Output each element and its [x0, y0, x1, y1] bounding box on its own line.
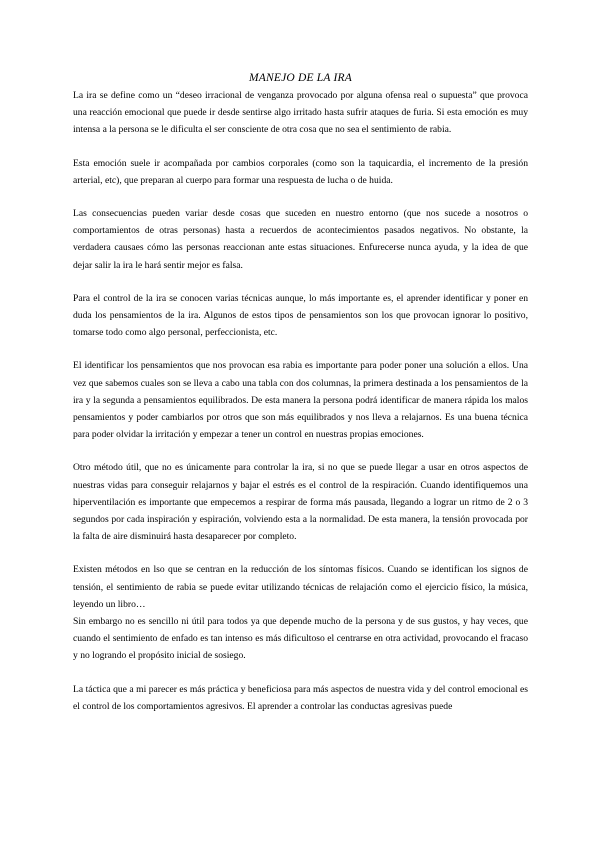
paragraph-consequences: Las consecuencias pueden variar desde cosas que suceden en nuestro entorno (que nos sucede a nosotros o comportamientos de otras personas) hasta a recuerdos de acontecimientos pasados negativos. No obstante, la verdadera causaes cómo las personas reaccionan ante estas situaciones. Enfurecerse nunca ayuda, y la idea de que dejar salir la ira le hará sentir mejor es falsa.	[73, 208, 528, 271]
paragraph-limitations: Sin embargo no es sencillo ni útil para todos ya que depende mucho de la persona y de sus gustos, y hay veces, que cuando el sentimiento de enfado es tan intenso es más dificultoso el centrarse en otra actividad, provocando el fracaso y no logrando el propósito inicial de sosiego.	[73, 616, 528, 662]
paragraph-control-techniques: Para el control de la ira se conocen varias técnicas aunque, lo más importante es, el aprender identificar y poner en duda los pensamientos de la ira. Algunos de estos tipos de pensamientos son los que provocan ignorar lo positivo, tomarse todo como algo personal, perfeccionista, etc.	[73, 292, 528, 339]
paragraph-definition: La ira se define como un “deseo irracional de venganza provocado por alguna ofensa real o supuesta” que provoca una reacción emocional que puede ir desde sentirse algo irritado hasta sufrir ataques de furia. Si esta emoción es muy intensa a la persona se le dificulta el ser consciente de otra cosa que no sea el sentimiento de rabia.	[73, 90, 528, 136]
paragraph-physical-symptoms: Existen métodos en lso que se centran en la reducción de los síntomas físicos. Cuando se identifican los signos de tensión, el sentimiento de rabia se puede evitar utilizando técnicas de relajación como el ejercicio físico, la música, leyendo un libro…	[73, 564, 528, 610]
paragraph-bodily-changes: Esta emoción suele ir acompañada por cambios corporales (como son la taquicardia, el incremento de la presión arterial, etc), que preparan al cuerpo para formar una respuesta de lucha o de huida.	[73, 157, 528, 186]
paragraph-breathing-control: Otro método útil, que no es únicamente para controlar la ira, si no que se puede llegar a usar en otros aspectos de nuestras vidas para conseguir relajarnos y bajar el estrés es el control de la respiración. Cuando identifiquemos una hiperventilación es importante que empecemos a respirar de forma más pausada, llegando a lograr un ritmo de 2 o 3 segundos por cada inspiración y espiración, volviendo esta a la normalidad. De esta manera, la tensión provocada por la falta de aire disminuirá hasta desaparecer por completo.	[73, 462, 528, 543]
paragraph-identify-thoughts: El identificar los pensamientos que nos provocan esa rabia es importante para poder poner una solución a ellos. Una vez que sabemos cuales son se lleva a cabo una tabla con dos columnas, la primera destinada a los pensamientos de la ira y la segunda a pensamientos equilibrados. De esta manera la persona podrá identificar de manera rápida los malos pensamientos y poder cambiarlos por otros que son más equilibrados y nos lleva a relajarnos. Es una buena técnica para poder olvidar la irritación y empezar a tener un control en nuestras propias emociones.	[73, 360, 528, 441]
document-title: MANEJO DE LA IRA	[249, 72, 352, 84]
paragraph-aggressive-behavior: La táctica que a mi parecer es más práctica y beneficiosa para más aspectos de nuestra vida y del control emocional es el control de los comportamientos agresivos. El aprender a controlar las conductas agresivas puede	[73, 683, 528, 712]
